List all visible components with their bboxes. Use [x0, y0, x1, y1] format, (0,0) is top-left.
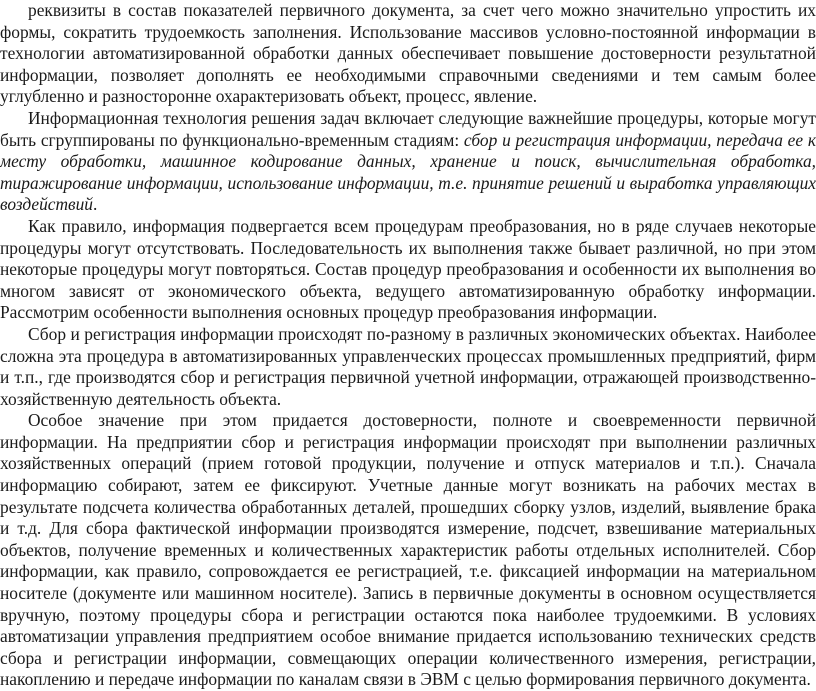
paragraph-procedures-end: .	[92, 194, 98, 215]
paragraph-transformation-order: Как правило, информация подвергается всем процедурам преобразования, но в ряде случаев некоторые процедуры могут отсутствовать. Последовательность их выполнения также бывает различной, но при этом некоторые процедуры могут повторяться. Состав процедур преобразования и особенности их выполнения во многом зависят от экономического объекта, ведущего автоматизированную обработку информации. Рассмотрим особенности выполнения основных процедур преобразования информации.	[0, 215, 816, 323]
paragraph-procedures-stages: сбор и регистрация информации, передача ее к месту обработки, машинное кодирование данных, хранение и поиск, вычислительная обработка, тиражирование информации, использование информации, т.е. принятие решений и выработка управляющих воздействий	[0, 129, 816, 215]
paragraph-collection-registration: Сбор и регистрация информации происходят по-разному в различных экономических объектах. Наиболее сложна эта процедура в автоматизированных управленческих процессах промышленных предприятий, фирм и т.п., где производятся сбор и регистрация первичной учетной информации, отражающей производственно-хозяйственную деятельность объекта.	[0, 323, 816, 409]
paragraph-primary-information: Особое значение при этом придается достоверности, полноте и своевременности первичной информации. На предприятии сбор и регистрация информации происходят при выполнении различных хозяйственных операций (прием готовой продукции, получение и отпуск материалов и т.п.). Сначала информацию собирают, затем ее фиксируют. Учетные данные могут возникать на рабочих местах в результате подсчета количества обработанных деталей, прошедших сборку узлов, изделий, выявление брака и т.д. Для сбора фактической информации производятся измерение, подсчет, взвешивание материальных объектов, получение временных и количественных характеристик работы отдельных исполнителей. Сбор информации, как правило, сопровождается ее регистрацией, т.е. фиксацией информации на материальном носителе (документе или машинном носителе). Запись в первичные документы в основном осуществляется вручную, поэтому процедуры сбора и регистрации остаются пока наиболее трудоемкими. В условиях автоматизации управления предприятием особое внимание придается использованию технических средств сбора и регистрации информации, совмещающих операции количественного измерения, регистрации, накоплению и передаче информации по каналам связи в ЭВМ с целью формирования первичного документа.	[0, 410, 816, 690]
paragraph-continuation: реквизиты в состав показателей первичного документа, за счет чего можно значительно упростить их формы, сократить трудоемкость заполнения. Использование массивов условно-постоянной информации в технологии автоматизированной обработки данных обеспечивает повышение достоверности результатной информации, позволяет дополнять ее необходимыми справочными сведениями и тем самым более углубленно и разносторонне охарактеризовать объект, процесс, явление.	[0, 0, 816, 107]
paragraph-procedures-intro: Информационная технология решения задач включает следующие важнейшие процедуры, которые могут быть сгруппированы по функционально-временным стадиям:	[0, 107, 816, 150]
paragraph-procedures	[0, 108, 816, 216]
